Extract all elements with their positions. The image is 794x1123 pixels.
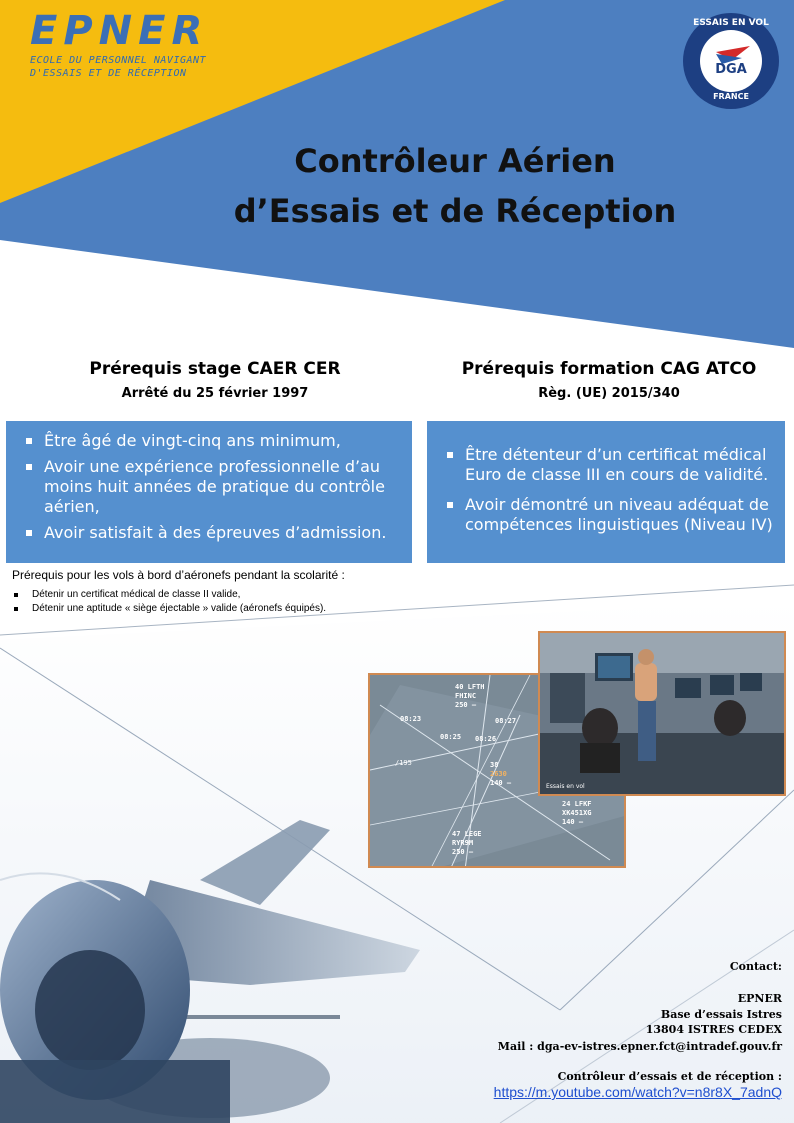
flight-prereq-heading: Prérequis pour les vols à bord d’aéronefs pendant la scolarité : bbox=[12, 568, 345, 582]
radar-screen-photo: 40 LFTH FHINC 250 – 08:23 08:27 08:25 08:26 /195 38 2630 140 – 24 LFKF XK451XG 140 – 47 LEGE RYR9M 250 – bbox=[368, 673, 626, 868]
contact-label: Contact: bbox=[729, 960, 782, 973]
video-label: Contrôleur d’essais et de réception : bbox=[557, 1070, 782, 1083]
contact-mail[interactable]: Mail : dga-ev-istres.epner.fct@intradef.gouv.fr bbox=[497, 1040, 782, 1053]
list-item: Être âgé de vingt-cinq ans minimum, bbox=[20, 431, 402, 451]
logo-subtitle-1: ECOLE DU PERSONNEL NAVIGANT bbox=[30, 55, 207, 66]
contact-org: EPNER bbox=[737, 992, 782, 1005]
list-item: Avoir satisfait à des épreuves d’admission. bbox=[20, 523, 402, 543]
contact-address-1: Base d’essais Istres bbox=[660, 1008, 782, 1021]
badge-center-text: DGA bbox=[715, 62, 747, 77]
left-subheading: Arrêté du 25 février 1997 bbox=[121, 386, 309, 401]
flight-prereq-list bbox=[12, 588, 326, 616]
list-item: Avoir démontré un niveau adéquat de compétences linguistiques (Niveau IV) bbox=[441, 495, 773, 535]
badge-bottom-text: FRANCE bbox=[713, 92, 749, 101]
contact-address-2: 13804 ISTRES CEDEX bbox=[645, 1023, 782, 1036]
right-heading: Prérequis formation CAG ATCO bbox=[461, 359, 757, 379]
page-title-line1: Contrôleur Aérien bbox=[294, 142, 616, 180]
list-item: Détenir une aptitude « siège éjectable » valide (aéronefs équipés). bbox=[12, 602, 326, 616]
right-prereq-box bbox=[427, 421, 785, 563]
list-item: Avoir une expérience professionnelle d’au moins huit années de pratique du contrôle aérien, bbox=[20, 457, 402, 517]
left-prereq-box bbox=[6, 421, 412, 563]
dga-badge bbox=[682, 12, 780, 110]
badge-top-text: ESSAIS EN VOL bbox=[693, 18, 769, 28]
logo-subtitle-2: D'ESSAIS ET DE RÉCEPTION bbox=[30, 68, 187, 79]
right-subheading: Règ. (UE) 2015/340 bbox=[538, 386, 680, 401]
control-room-photo bbox=[538, 631, 786, 796]
list-item: Détenir un certificat médical de classe II valide, bbox=[12, 588, 326, 602]
left-heading: Prérequis stage CAER CER bbox=[89, 359, 341, 379]
epner-logo: EPNER bbox=[30, 8, 209, 54]
video-link[interactable]: https://m.youtube.com/watch?v=n8r8X_7adnQ bbox=[493, 1084, 782, 1100]
page-title-line2: d’Essais et de Réception bbox=[233, 192, 677, 230]
list-item: Être détenteur d’un certificat médical Euro de classe III en cours de validité. bbox=[441, 445, 773, 485]
photo-caption: Essais en vol bbox=[546, 783, 585, 790]
